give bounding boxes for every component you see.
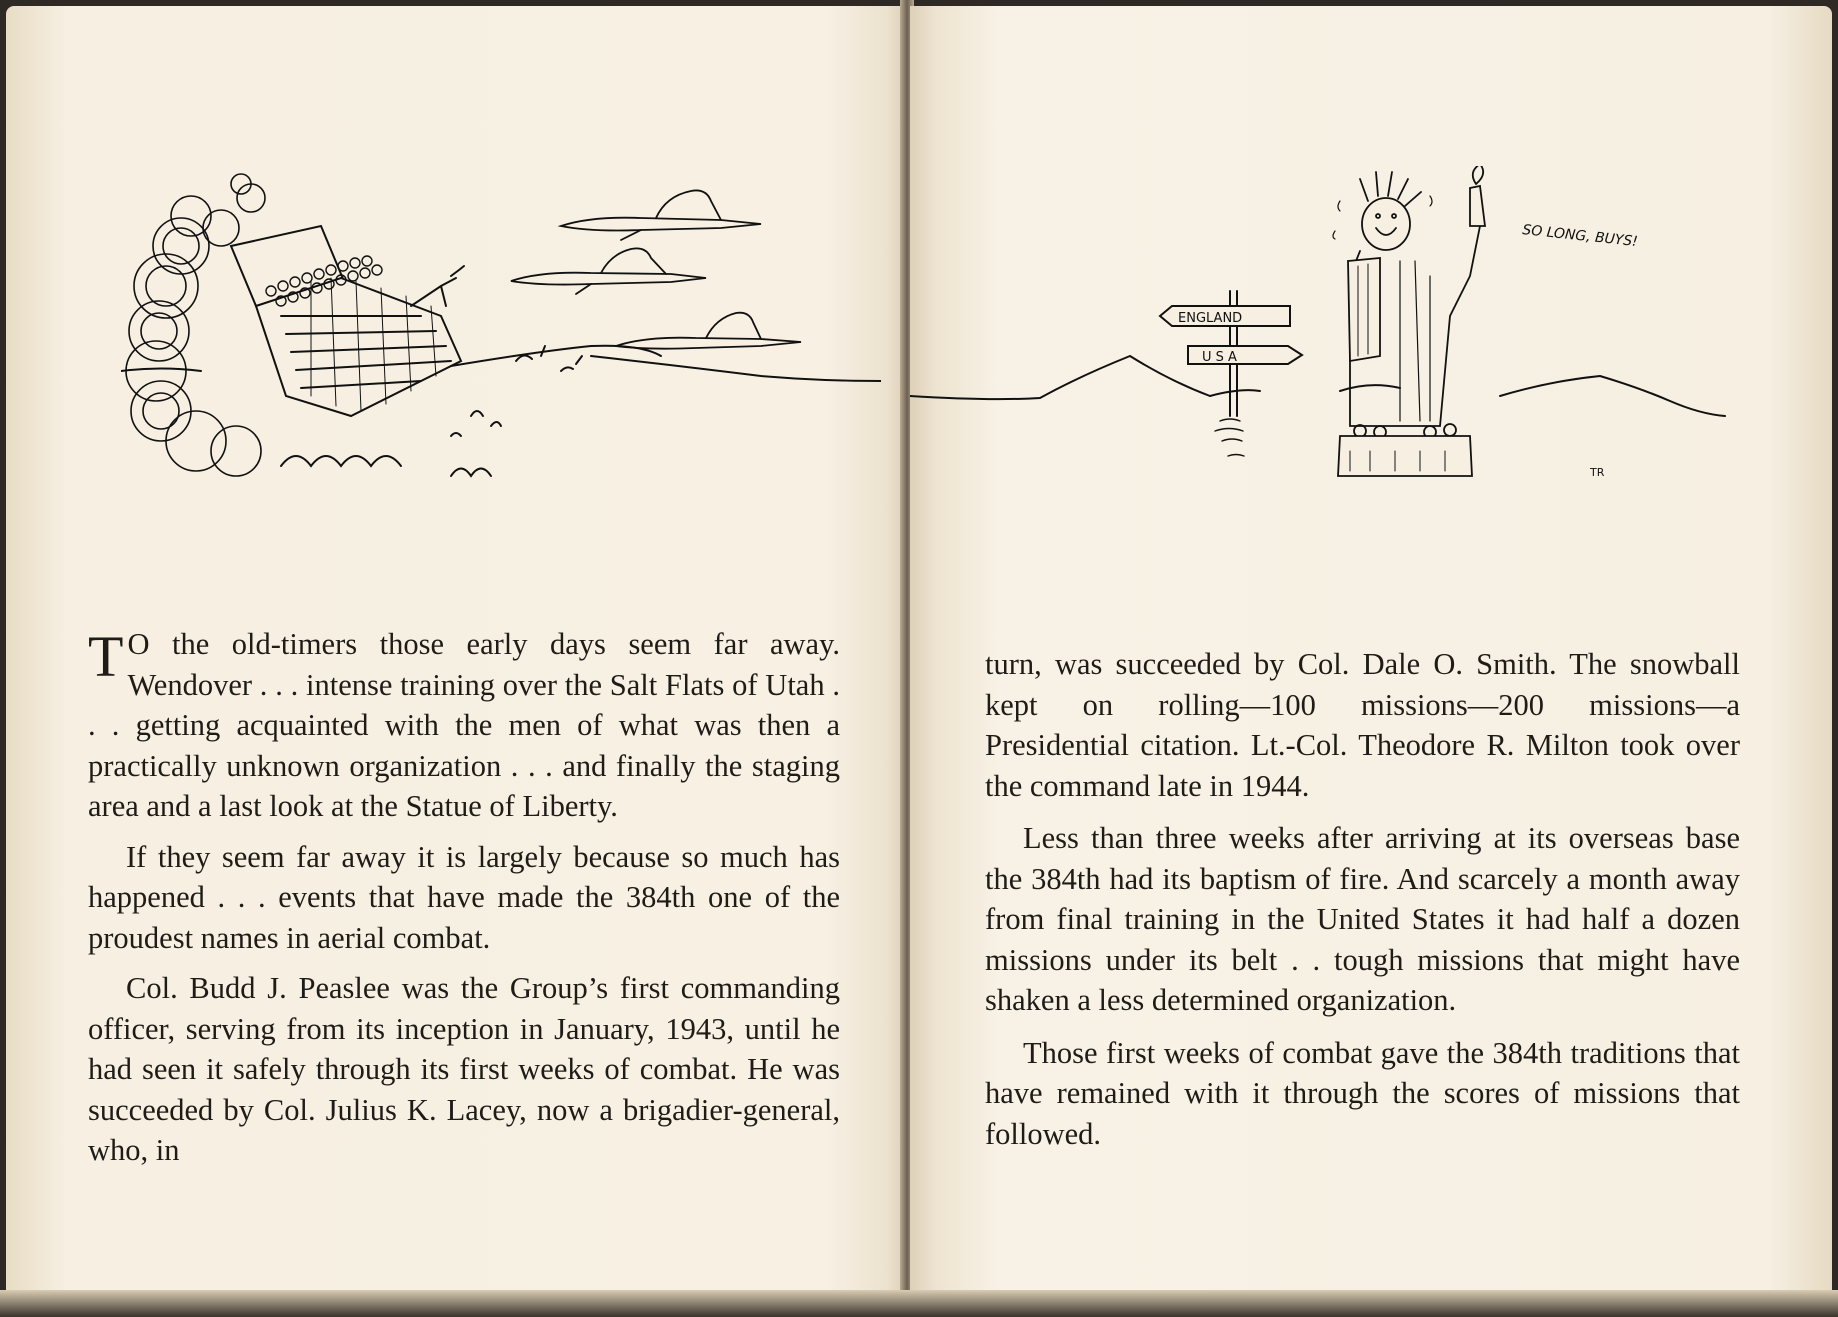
ship-hull: [231, 226, 461, 416]
sign-usa-label: U S A: [1202, 350, 1237, 365]
paragraph-5: Less than three weeks after arriving at its overseas base the 384th had its baptism of fire. And scarcely a month away from final training in the United States it had half a dozen missions under its belt . . tough missions that might have shaken a less determined organization.: [985, 821, 1740, 1017]
paragraph-6: Those first weeks of combat gave the 384th traditions that have remained with it through the scores of missions that followed.: [985, 1035, 1740, 1151]
sign-england-label: ENGLAND: [1178, 311, 1243, 326]
bomber-plane-1: [561, 190, 761, 240]
smoke-clouds: [126, 174, 265, 476]
horizon-wave-left: [910, 356, 1210, 399]
artist-initials: TR: [1590, 466, 1605, 479]
paragraph-1-text: O the old-timers those early days seem far away. Wendover . . . intense training over the Salt Flats of Utah . . . getting acquainted with the men of what was then a practically unknown organization . . . and finally the staging area and a last look at the Statue of Liberty.: [88, 627, 840, 823]
paragraph-1: [88, 624, 840, 827]
foam-swirls: [281, 456, 401, 466]
book-bottom-edge: [0, 1290, 1838, 1317]
splash: [451, 411, 501, 436]
left-body-text: [88, 624, 840, 1181]
right-body-text: [985, 644, 1740, 1166]
ship-and-planes-drawing: [121, 166, 881, 496]
bomber-plane-3: [616, 313, 801, 349]
water-wave-1: [451, 346, 661, 366]
statue-of-liberty-illustration: [910, 166, 1810, 496]
paragraph-3: Col. Budd J. Peaslee was the Group’s first commanding officer, serving from its inception in January, 1943, until he had seen it safely through its first weeks of combat. He was succeeded by Col. Julius K. Lacey, now a brigadier-general, who, in: [88, 971, 840, 1167]
right-page: [910, 6, 1832, 1304]
statue-of-liberty: [1333, 166, 1485, 476]
swimmers: [516, 346, 582, 371]
speech-bubble-text: SO LONG, BUYS!: [1521, 222, 1639, 251]
paragraph-4: turn, was succeeded by Col. Dale O. Smith. The snowball kept on rolling—100 missions—200 missions—a Presidential citation. Lt.-Col. Theodore R. Milton took over the command late in 1944.: [985, 647, 1740, 803]
bomber-plane-2: [511, 248, 706, 294]
left-page: [6, 6, 906, 1304]
horizon-wave-right: [1500, 376, 1725, 416]
water-left: [121, 369, 201, 372]
water-wave-2: [591, 356, 881, 381]
statue-and-signpost-drawing: [910, 166, 1810, 496]
paragraph-2: If they seem far away it is largely because so much has happened . . . events that have made the 384th one of the proudest names in aerial combat.: [88, 839, 840, 955]
sinking-ship-illustration: [121, 166, 881, 496]
falling-man: [411, 266, 464, 306]
drop-cap: T: [88, 624, 124, 689]
